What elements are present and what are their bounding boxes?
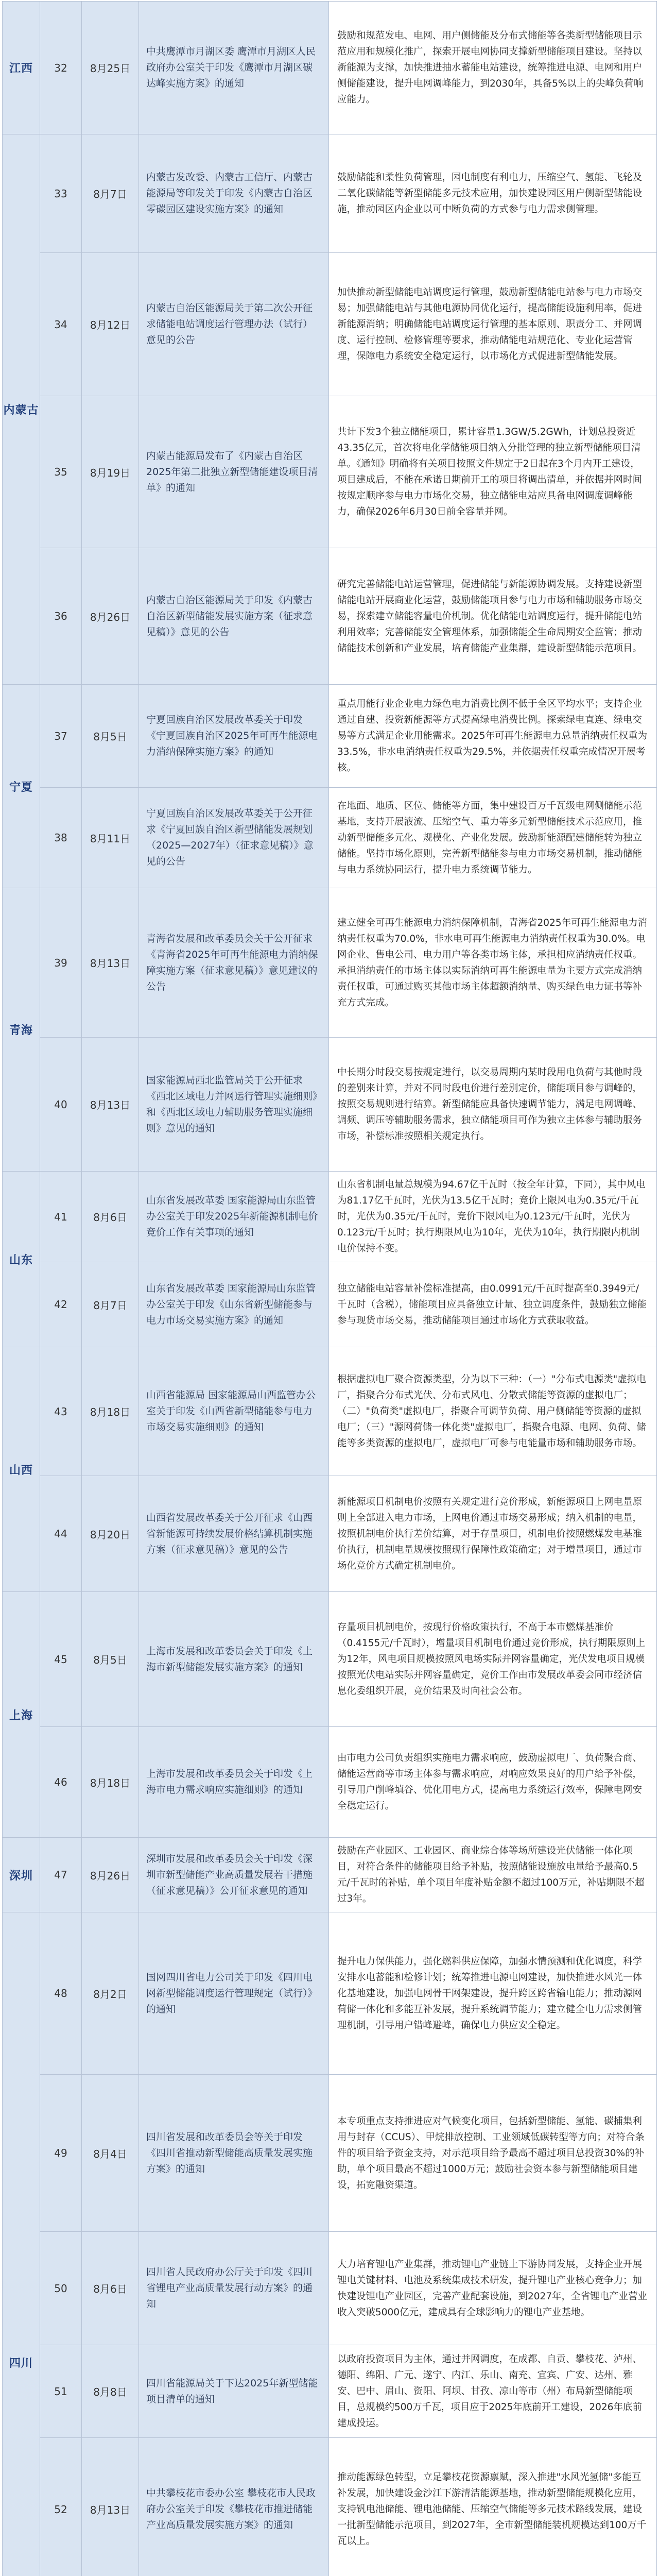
region-cell: 青海 xyxy=(3,888,40,1172)
title-cell: 中共鹰潭市月湖区委 鹰潭市月湖区人民政府办公室关于印发《鹰潭市月湖区碳达峰实施方案》的通知 xyxy=(139,2,329,134)
table-row xyxy=(3,1838,657,1912)
number-cell: 46 xyxy=(40,1727,82,1838)
date-cell: 8月12日 xyxy=(82,253,139,396)
summary-cell: 本专项重点支持推进应对气候变化项目，包括新型储能、氢能、碳捕集利用与封存（CCUS）、甲烷排放控制、工业领域低碳转型等方向；对符合条件的项目给予资金支持，对示范项目给予最高不超过项目总投资30%的补助，单个项目最高不超过1000万元；鼓励社会资本参与新型储能项目建设，拓宽融资渠道。 xyxy=(329,2075,657,2232)
table-row xyxy=(3,2345,657,2438)
table-row xyxy=(3,1727,657,1838)
number-cell: 50 xyxy=(40,2232,82,2345)
number-cell: 38 xyxy=(40,788,82,888)
region-cell: 内蒙古 xyxy=(3,134,40,685)
summary-cell: 推动能源绿色转型，立足攀枝花资源禀赋，深入推进"水风光氢储"多能互补发展，加快建设金沙江下游清洁能源基地，推动新型储能规模化应用，支持钒电池储能、锂电池储能、压缩空气储能等多元技术路线发展，建设一批新型储能示范项目，到2027年，全市新型储能装机规模达到100万千瓦以上。 xyxy=(329,2438,657,2576)
summary-cell: 中长期分时段交易按规定进行，以交易周期内某时段用电负荷与其他时段的差别来计算，并对不同时段电价进行差别定价，储能项目参与调峰的，按照交易规则进行结算。新型储能应具备快速调节能力，满足电网调峰、调频、调压等辅助服务需求，独立储能项目可作为独立主体参与辅助服务市场，补偿标准按照相关规定执行。 xyxy=(329,1038,657,1172)
number-cell: 49 xyxy=(40,2075,82,2232)
date-cell: 8月8日 xyxy=(82,2345,139,2438)
date-cell: 8月4日 xyxy=(82,2075,139,2232)
title-cell: 上海市发展和改革委员会关于印发《上海市新型储能发展实施方案》的通知 xyxy=(139,1592,329,1727)
title-cell: 青海省发展和改革委员会关于公开征求《青海省2025年可再生能源电力消纳保障实施方案（征求意见稿）》意见建议的公告 xyxy=(139,888,329,1038)
number-cell: 44 xyxy=(40,1476,82,1592)
number-cell: 35 xyxy=(40,396,82,548)
date-cell: 8月19日 xyxy=(82,396,139,548)
summary-cell: 鼓励在产业园区、工业园区、商业综合体等场所建设光伏储能一体化项目，对符合条件的储能项目给予补贴，按照储能设施放电量给予最高0.5元/千瓦时的补贴，单个项目年度补贴金额不超过100万元，补贴期限不超过3年。 xyxy=(329,1838,657,1912)
title-cell: 宁夏回族自治区发展改革委关于公开征求《宁夏回族自治区新型储能发展规划（2025—2027年）（征求意见稿）》意见的公告 xyxy=(139,788,329,888)
table-row xyxy=(3,396,657,548)
title-cell: 四川省发展和改革委员会等关于印发《四川省推动新型储能高质量发展实施方案》的通知 xyxy=(139,2075,329,2232)
summary-cell: 鼓励储能和柔性负荷管理，园电制度有利电力，压缩空气、氢能、飞轮及二氧化碳储能等新型储能多元技术应用，加快建设园区用户侧新型储能设施，推动园区内企业以可中断负荷的方式参与电力需求侧管理。 xyxy=(329,134,657,253)
table-row xyxy=(3,2438,657,2576)
summary-cell: 在地面、地质、区位、储能等方面，集中建设百万千瓦级电网侧储能示范基地，支持开展液流、压缩空气、重力等多元新型储能技术示范应用，推动新型储能多元化、规模化、产业化发展。鼓励新能源配建储能转为独立储能。坚持市场化原则，完善新型储能参与电力市场交易机制，推动储能与电力系统协同运行，提升电力系统调节能力。 xyxy=(329,788,657,888)
table-row xyxy=(3,1038,657,1172)
title-cell: 中共攀枝花市委办公室 攀枝花市人民政府办公室关于印发《攀枝花市推进储能产业高质量发展实施方案》的通知 xyxy=(139,2438,329,2576)
summary-cell: 山东省机制电量总规模为94.67亿千瓦时（按全年计算，下同），其中风电为81.17亿千瓦时，光伏为13.5亿千瓦时；竞价上限风电为0.35元/千瓦时，光伏为0.35元/千瓦时，竞价下限风电为0.123元/千瓦时，光伏为0.123元/千瓦时；执行期限风电为10年，光伏为10年，执行期限内机制电价保持不变。 xyxy=(329,1172,657,1262)
number-cell: 32 xyxy=(40,2,82,134)
table-row xyxy=(3,1476,657,1592)
title-cell: 四川省人民政府办公厅关于印发《四川省锂电产业高质量发展行动方案》的通知 xyxy=(139,2232,329,2345)
table-row xyxy=(3,1262,657,1347)
summary-cell: 以政府投资项目为主体，通过并网调度，在成都、自贡、攀枝花、泸州、德阳、绵阳、广元、遂宁、内江、乐山、南充、宜宾、广安、达州、雅安、巴中、眉山、资阳、阿坝、甘孜、凉山等市（州）布局新型储能项目，总规模约500万千瓦，项目应于2025年底前开工建设，2026年底前建成投运。 xyxy=(329,2345,657,2438)
date-cell: 8月7日 xyxy=(82,134,139,253)
summary-cell: 由市电力公司负责组织实施电力需求响应，鼓励虚拟电厂、负荷聚合商、储能运营商等市场主体参与需求响应，对响应效果良好的用户给予补偿，引导用户削峰填谷、优化用电方式，提高电力系统运行效率，保障电网安全稳定运行。 xyxy=(329,1727,657,1838)
table-row xyxy=(3,685,657,788)
table-row xyxy=(3,2075,657,2232)
summary-cell: 鼓励和规范发电、电网、用户侧储能及分布式储能等各类新型储能项目示范应用和规模化推广，探索开展电网协同支撑新型储能项目建设。坚持以新能源为支撑，加快推进抽水蓄能电站建设，统筹推进电源、电网和用户侧储能建设，提升电网调峰能力，到2030年，具备5%以上的尖峰负荷响应能力。 xyxy=(329,2,657,134)
title-cell: 国网四川省电力公司关于印发《四川电网新型储能调度运行管理规定（试行）》的通知 xyxy=(139,1912,329,2075)
date-cell: 8月11日 xyxy=(82,788,139,888)
summary-cell: 共计下发3个独立储能项目，累计容量1.3GW/5.2GWh，计划总投资近43.35亿元，首次将电化学储能项目纳入分批管理的独立新型储能项目清单。《通知》明确将有关项目按照文件规定于2日起在3个月内开工建设，项目建成后，不能在承诺日期前开工的项目将调出清单，并依据并网时间按规定顺序参与电力市场化交易，独立储能电站应具备电网调度调峰能力，确保2026年6月30日前全容量并网。 xyxy=(329,396,657,548)
title-cell: 内蒙古自治区能源局关于第二次公开征求储能电站调度运行管理办法（试行）意见的公告 xyxy=(139,253,329,396)
region-cell: 山东 xyxy=(3,1172,40,1347)
date-cell: 8月6日 xyxy=(82,1172,139,1262)
region-cell: 宁夏 xyxy=(3,685,40,888)
table-row xyxy=(3,253,657,396)
summary-cell: 建立健全可再生能源电力消纳保障机制，青海省2025年可再生能源电力消纳责任权重为70.0%，非水电可再生能源电力消纳责任权重为30.0%。电网企业、售电公司、电力用户等各类市场主体，承担相应消纳责任权重。承担消纳责任的市场主体以实际消纳可再生能源电量为主要方式完成消纳责任权重，可通过购买其他市场主体超额消纳量、购买绿色电力证书等补充方式完成。 xyxy=(329,888,657,1038)
table-row xyxy=(3,2232,657,2345)
title-cell: 内蒙古自治区能源局关于印发《内蒙古自治区新型储能发展实施方案（征求意见稿）》意见的公告 xyxy=(139,548,329,685)
title-cell: 山东省发展改革委 国家能源局山东监管办公室关于印发2025年新能源机制电价竞价工作有关事项的通知 xyxy=(139,1172,329,1262)
number-cell: 42 xyxy=(40,1262,82,1347)
number-cell: 36 xyxy=(40,548,82,685)
policy-table xyxy=(2,1,657,2576)
number-cell: 34 xyxy=(40,253,82,396)
number-cell: 48 xyxy=(40,1912,82,2075)
summary-cell: 根据虚拟电厂聚合资源类型，分为以下三种：（一）"分布式电源类"虚拟电厂，指聚合分布式光伏、分布式风电、分散式储能等资源的虚拟电厂；（二）"负荷类"虚拟电厂，指聚合可调节负荷、用户侧储能等资源的虚拟电厂；（三）"源网荷储一体化类"虚拟电厂，指聚合电源、电网、负荷、储能等多类资源的虚拟电厂，虚拟电厂可参与电能量市场和辅助服务市场。 xyxy=(329,1347,657,1476)
date-cell: 8月26日 xyxy=(82,548,139,685)
summary-cell: 加快推动新型储能电站调度运行管理，鼓励新型储能电站参与电力市场交易；加强储能电站与其他电源协同优化运行，提高储能设施利用率，促进新能源消纳；明确储能电站调度运行管理的基本原则、职责分工、并网调度、运行控制、检修管理等要求，推动储能电站规范化、专业化运营管理，保障电力系统安全稳定运行，以市场化方式促进新型储能发展。 xyxy=(329,253,657,396)
date-cell: 8月13日 xyxy=(82,888,139,1038)
date-cell: 8月5日 xyxy=(82,1592,139,1727)
table-row xyxy=(3,2,657,134)
number-cell: 40 xyxy=(40,1038,82,1172)
title-cell: 内蒙古发改委、内蒙古工信厅、内蒙古能源局等印发关于印发《内蒙古自治区零碳园区建设实施方案》的通知 xyxy=(139,134,329,253)
summary-cell: 提升电力保供能力，强化燃料供应保障，加强水情预测和优化调度，科学安排水电蓄能和检修计划；统筹推进电源电网建设，加快推进水风光一体化基地建设，加强电网骨干网架建设，提升跨区跨省输电能力；推动源网荷储一体化和多能互补发展，提升系统调节能力；建立健全电力需求侧管理机制，引导用户错峰避峰，确保电力供应安全稳定。 xyxy=(329,1912,657,2075)
date-cell: 8月18日 xyxy=(82,1727,139,1838)
table-row xyxy=(3,1592,657,1727)
table-row xyxy=(3,1172,657,1262)
number-cell: 41 xyxy=(40,1172,82,1262)
title-cell: 宁夏回族自治区发展改革委关于印发《宁夏回族自治区2025年可再生能源电力消纳保障实施方案》的通知 xyxy=(139,685,329,788)
table-row xyxy=(3,1347,657,1476)
number-cell: 52 xyxy=(40,2438,82,2576)
date-cell: 8月6日 xyxy=(82,2232,139,2345)
title-cell: 上海市发展和改革委员会关于印发《上海市电力需求响应实施细则》的通知 xyxy=(139,1727,329,1838)
table-row xyxy=(3,788,657,888)
region-cell: 深圳 xyxy=(3,1838,40,1912)
table-row xyxy=(3,888,657,1038)
number-cell: 45 xyxy=(40,1592,82,1727)
date-cell: 8月13日 xyxy=(82,2438,139,2576)
summary-cell: 独立储能电站容量补偿标准提高，由0.0991元/千瓦时提高至0.3949元/千瓦时（含税），储能项目应具备独立计量、独立调度条件，鼓励独立储能参与现货市场交易，推动储能项目通过市场化方式获取收益。 xyxy=(329,1262,657,1347)
title-cell: 国家能源局西北监管局关于公开征求《西北区域电力并网运行管理实施细则》和《西北区域电力辅助服务管理实施细则》意见的通知 xyxy=(139,1038,329,1172)
table-row xyxy=(3,548,657,685)
number-cell: 33 xyxy=(40,134,82,253)
title-cell: 内蒙古能源局发布了《内蒙古自治区2025年第二批独立新型储能建设项目清单》的通知 xyxy=(139,396,329,548)
date-cell: 8月5日 xyxy=(82,685,139,788)
date-cell: 8月25日 xyxy=(82,2,139,134)
date-cell: 8月26日 xyxy=(82,1838,139,1912)
title-cell: 山西省发展改革委关于公开征求《山西省新能源可持续发展价格结算机制实施方案（征求意见稿）》意见的公告 xyxy=(139,1476,329,1592)
date-cell: 8月20日 xyxy=(82,1476,139,1592)
number-cell: 39 xyxy=(40,888,82,1038)
summary-cell: 存量项目机制电价，按现行价格政策执行，不高于本市燃煤基准价（0.4155元/千瓦时），增量项目机制电价通过竞价形成，执行期限原则上为12年，风电项目规模按照风电场实际并网容量确定，光伏发电项目规模按照光伏电站实际并网容量确定，竞价工作由市发展改革委会同市经济信息化委组织开展，竞价结果及时向社会公布。 xyxy=(329,1592,657,1727)
title-cell: 四川省能源局关于下达2025年新型储能项目清单的通知 xyxy=(139,2345,329,2438)
region-cell: 上海 xyxy=(3,1592,40,1838)
date-cell: 8月13日 xyxy=(82,1038,139,1172)
title-cell: 山西省能源局 国家能源局山西监管办公室关于印发《山西省新型储能参与电力市场交易实施细则》的通知 xyxy=(139,1347,329,1476)
number-cell: 43 xyxy=(40,1347,82,1476)
summary-cell: 重点用能行业企业电力绿色电力消费比例不低于全区平均水平；支持企业通过自建、投资新能源等方式提高绿电消费比例。探索绿电直连、绿电交易等方式满足企业用能需求。2025年可再生能源电力总量消纳责任权重为33.5%，非水电消纳责任权重为29.5%，并依据责任权重完成情况开展考核。 xyxy=(329,685,657,788)
table-row xyxy=(3,1912,657,2075)
summary-cell: 大力培育锂电产业集群，推动锂电产业链上下游协同发展，支持企业开展锂电关键材料、电池及系统集成技术研发，提升锂电产业核心竞争力；加快建设锂电产业园区，完善产业配套设施，到2027年，全省锂电产业营业收入突破5000亿元，建成具有全球影响力的锂电产业基地。 xyxy=(329,2232,657,2345)
region-cell: 四川 xyxy=(3,1912,40,2576)
title-cell: 山东省发展改革委 国家能源局山东监管办公室关于印发《山东省新型储能参与电力市场交易实施方案》的通知 xyxy=(139,1262,329,1347)
region-cell: 山西 xyxy=(3,1347,40,1592)
number-cell: 47 xyxy=(40,1838,82,1912)
title-cell: 深圳市发展和改革委员会关于印发《深圳市新型储能产业高质量发展若干措施（征求意见稿）》公开征求意见的通知 xyxy=(139,1838,329,1912)
date-cell: 8月18日 xyxy=(82,1347,139,1476)
summary-cell: 研究完善储能电站运营管理，促进储能与新能源协调发展。支持建设新型储能电站开展商业化运营，鼓励储能项目参与电力市场和辅助服务市场交易，探索建立储能容量电价机制。优化储能电站调度运行，提升储能电站利用效率；完善储能安全管理体系，加强储能全生命周期安全监管；推动储能技术创新和产业发展，培育储能产业集群，建设新型储能示范项目。 xyxy=(329,548,657,685)
date-cell: 8月7日 xyxy=(82,1262,139,1347)
summary-cell: 新能源项目机制电价按照有关规定进行竞价形成，新能源项目上网电量原则上全部进入电力市场，上网电价通过市场交易形成；纳入机制的电量，按照机制电价执行差价结算，对于存量项目，机制电价按照燃煤发电基准价执行，机制电量规模按照现行保障性政策确定；对于增量项目，通过市场化竞价方式确定机制电价。 xyxy=(329,1476,657,1592)
number-cell: 37 xyxy=(40,685,82,788)
number-cell: 51 xyxy=(40,2345,82,2438)
region-cell: 江西 xyxy=(3,2,40,134)
table-row xyxy=(3,134,657,253)
date-cell: 8月2日 xyxy=(82,1912,139,2075)
